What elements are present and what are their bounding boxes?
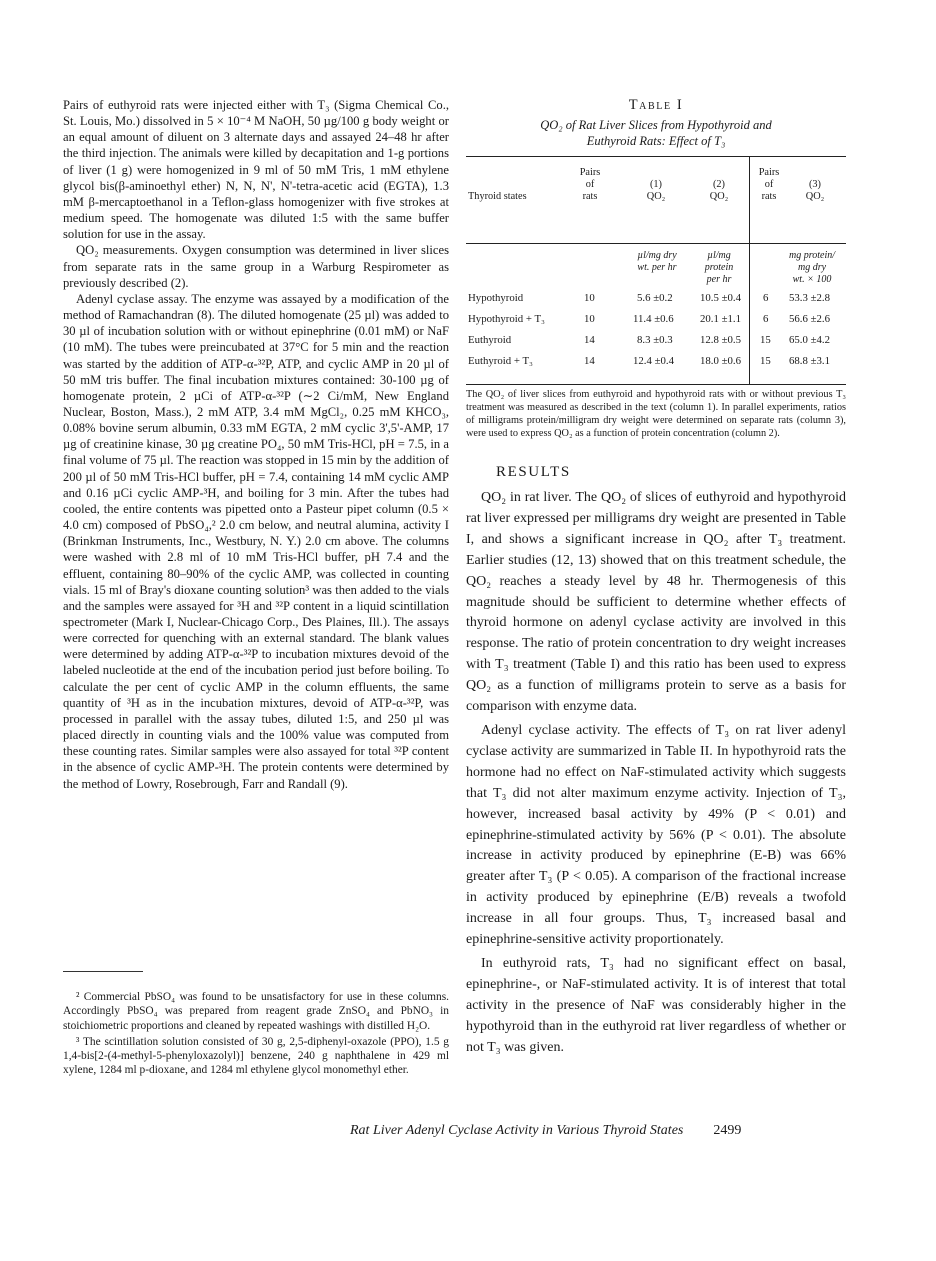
methods-column <box>63 97 449 792</box>
units-col3: mg protein/ mg dry wt. × 100 <box>788 250 835 285</box>
cell-qo2-1: 12.4 ±0.4 <box>633 355 675 367</box>
cell-qo2-1: 11.4 ±0.6 <box>633 313 674 325</box>
units-divider <box>749 244 750 292</box>
cell-pairs-1: 10 <box>584 313 595 325</box>
cell-qo2-1: 8.3 ±0.3 <box>637 334 673 346</box>
paragraph-injection: Pairs of euthyroid rats were injected either with T₃ (Sigma Chemical Co., St. Louis, Mo.) dissolved in 5 × 10⁻⁴ M NaOH, 50 µg/100 g body weight or an equal amount of diluent on 3 alternate days and assayed 24–48 hr after the third injection. The animals were killed by decapitation and 1-g portions of liver (1 g) were homogenized in 9 ml of 50 mM Tris, 1 mM ethylene glycol bis(β-aminoethyl ether) N, N, N', N'-tetra-acetic acid (EGTA), 1.3 mM β-mercaptoethanol in a Teflon-glass homogenizer with five strokes at medium speed. The homogenate was diluted 1:5 with the same buffer solution for use in the assay. <box>63 98 449 242</box>
paragraph-adenyl-cyclase-activity: Adenyl cyclase activity. The effects of T₃ on rat liver adenyl cyclase activity are summarized in Table II. In hypothyroid rats the hormone had no effect on NaF-stimulated activity which suggests that T₃ did not alter maximum enzyme activity. Injection of T₃, however, increased basal activity by 49% (P < 0.01) and epinephrine-stimulated activity by 56% (P < 0.01). The absolute increase in activity produced by epinephrine (E-B) was 66% greater after T₃ (P < 0.05). A comparison of the fractional increase in activity produced by epinephrine (E/B) reveals a twofold increase in all four groups. Thus, T₃ increased basal and epinephrine-sensitive activity proportionately. <box>466 722 846 948</box>
paragraph-qo2-measurements: QO₂ measurements. Oxygen consumption was determined in liver slices from separate rats in the same group in a Warburg Respirometer as previously described (2). <box>63 243 449 290</box>
table-units-row <box>466 244 846 292</box>
table-row <box>466 313 846 333</box>
cell-qo2-3: 65.0 ±4.2 <box>789 334 831 346</box>
table-caption <box>466 118 846 149</box>
cell-pairs-2: 15 <box>760 355 771 367</box>
table-row <box>466 334 846 354</box>
body-divider <box>749 292 750 384</box>
paragraph-adenyl-cyclase-assay: Adenyl cyclase assay. The enzyme was assayed by a modification of the method of Ramachandran (8). The diluted homogenate (25 µl) was added to 30 µl of incubation solution with or without epinephrine (0.01 mM) or NaF (10 mM). The tubes were preincubated at 37°C for 5 min and the reaction was started by the addition of ATP-α-³²P, ATP, and cyclic AMP in 20 µl of 50 mM tris buffer. The final incubation mixtures contained: 30-100 µg of homogenate protein, 2 µCi of ATP-α-³²P (∼2 Ci/mM, New England Nuclear, Boston, Mass.), 2 mM ATP, 3.4 mM MgCl₂, 0.25 mM KHCO₃, 0.08% bovine serum albumin, 0.33 mM EGTA, 2 mM cyclic 3',5'-AMP, 17 µg of creatinine kinase, 30 µg creatine PO₄, 50 mM Tris-HCl, pH = 7.5, in a final volume of 75 µl. The reaction was stopped in 15 min by the addition of 200 µl of 50 mM Tris-HCl buffer, pH = 7.4, containing 14 mM cyclic AMP and 0.16 µCi cyclic AMP-³H, and boiling for 3 min. After the tubes had cooled, the entire contents was pipetted onto a Pasteur pipet column (0.5 × 4.0 cm) composed of PbSO₄,² 2.0 cm below, and neutral alumina, activity I (Brinkman Instruments, Inc., Westbury, N. Y.) 2.0 cm above. The columns were washed with 2.8 ml of 10 mM Tris-HCl buffer, pH 7.4 and the effluent, containing 80–90% of the cyclic AMP, was collected in counting vials. 15 ml of Bray's dioxane counting solution³ was then added to the vials and the samples were assayed for ³H and ³²P content in a liquid scintillation spectrometer (Mark I, Nuclear-Chicago Corp., Des Plaines, Ill.). The assays were corrected for quenching with an external standard. The blank values were determined by adding ATP-α-³²P to incubation mixtures devoid of the labeled nucleotide at the end of the incubation period just before boiling. To calculate the per cent of cyclic AMP in the column effluents, the same quantity of ³H as in the incubation mixtures, devoid of ATP-α-³²P, was processed in parallel with the assay tubes, diluted 1:5, and 250 µl was placed directly in counting vials and the 100% value was computed from these counting rates. Similar samples were also assayed for total ³²P content in the absence of cyclic AMP-³H. The protein contents were determined by the method of Lowry, Rosebrough, Farr and Randall (9). <box>63 291 449 791</box>
table-footnote <box>466 388 846 440</box>
cell-qo2-2: 20.1 ±1.1 <box>700 313 742 325</box>
table-body <box>466 292 846 384</box>
header-qo2-col1: (1) QO₂ <box>646 179 666 202</box>
header-thyroid-states: Thyroid states <box>468 191 527 202</box>
units-col2: µl/mg protein per hr <box>704 250 734 285</box>
header-pairs-2: Pairs of rats <box>758 167 780 202</box>
units-col1: µl/mg dry wt. per hr <box>637 250 677 273</box>
page-number: 2499 <box>713 1123 742 1138</box>
header-divider <box>749 157 750 243</box>
footnotes <box>63 990 449 1080</box>
table-1 <box>466 96 846 440</box>
cell-pairs-1: 14 <box>584 334 595 346</box>
page-footer <box>350 1122 850 1140</box>
results-column <box>466 488 846 1061</box>
cell-qo2-3: 53.3 ±2.8 <box>789 292 831 304</box>
footnote-2: ² Commercial PbSO₄ was found to be unsatisfactory for use in these columns. Accordingly PbSO₄ was prepared from reagent grade ZnSO₄ and PbNO₃ in stoichiometric proportions and cleaned by repeated washings with distilled H₂O. <box>63 991 449 1032</box>
cell-pairs-2: 15 <box>760 334 771 346</box>
table-caption-line-1: QO₂ of Rat Liver Slices from Hypothyroid and <box>540 118 772 132</box>
running-title: Rat Liver Adenyl Cyclase Activity in Various Thyroid States <box>350 1123 684 1138</box>
cell-pairs-2: 6 <box>763 313 769 325</box>
table-label: Table I <box>628 97 684 113</box>
cell-qo2-2: 10.5 ±0.4 <box>700 292 742 304</box>
header-pairs-1: Pairs of rats <box>579 167 601 202</box>
table-row <box>466 292 846 312</box>
cell-qo2-3: 68.8 ±3.1 <box>789 355 831 367</box>
paragraph-qo2-in-rat-liver: QO₂ in rat liver. The QO₂ of slices of euthyroid and hypothyroid rat liver expressed per milligrams dry weight are presented in Table I, and shows a significant increase in QO₂ after T₃ treatment. Earlier studies (12, 13) showed that on this treatment schedule, the QO₂ reaches a steady level by 48 hr. Thermogenesis of this magnitude should be sufficient to determine whether effects of thyroid hormone on adenyl cyclase activity are involved in this response. The ratio of protein concentration to dry weight increases with T₃ treatment (Table I) and this ratio has been used to express QO₂ as a function of milligrams protein to serve as a basis for comparison with enzyme data. <box>466 490 846 715</box>
cell-pairs-1: 10 <box>584 292 595 304</box>
footnote-divider <box>63 971 143 972</box>
cell-qo2-2: 12.8 ±0.5 <box>700 334 742 346</box>
table-row <box>466 355 846 375</box>
cell-state: Hypothyroid <box>468 292 524 304</box>
cell-state: Euthyroid <box>468 334 512 346</box>
footnote-3: ³ The scintillation solution consisted of 30 g, 2,5-diphenyl-oxazole (PPO), 1.5 g 1,4-bis[2-(4-methyl-5-phenyloxazolyl)] benzene, 240 g naphthalene in 429 ml xylene, 1284 ml p-dioxane, and 1284 ml ethylene glycol monomethyl ether. <box>63 1035 449 1077</box>
cell-state: Hypothyroid + T₃ <box>468 313 545 325</box>
cell-qo2-2: 18.0 ±0.6 <box>700 355 742 367</box>
header-qo2-col3: (3) QO₂ <box>805 179 825 202</box>
cell-pairs-1: 14 <box>584 355 595 367</box>
cell-qo2-3: 56.6 ±2.6 <box>789 313 831 325</box>
table-header <box>466 157 846 243</box>
table-bottom-rule <box>466 384 846 385</box>
table-caption-line-2: Euthyroid Rats: Effect of T₃ <box>586 133 726 148</box>
paragraph-euthyroid-rats: In euthyroid rats, T₃ had no significant effect on basal, epinephrine-, or NaF-stimulated activity. It is of interest that total activity in the presence of NaF was considerably higher in the hypothyroid than in the euthyroid rat liver regardless of whether or not T₃ was given. <box>466 955 846 1055</box>
table-footnote-text: The QO₂ of liver slices from euthyroid and hypothyroid rats with or without previous T₃ treatment was measured as described in the text (column 1). In parallel experiments, ratios of milligrams protein/milligram dry weight were determined on separate rats (column 3), were used to express QO₂ as a function of protein concentration (column 2). <box>466 389 846 439</box>
cell-pairs-2: 6 <box>763 292 769 304</box>
cell-state: Euthyroid + T₃ <box>468 355 533 367</box>
results-heading: RESULTS <box>496 464 571 480</box>
header-qo2-col2: (2) QO₂ <box>709 179 729 202</box>
cell-qo2-1: 5.6 ±0.2 <box>637 292 673 304</box>
